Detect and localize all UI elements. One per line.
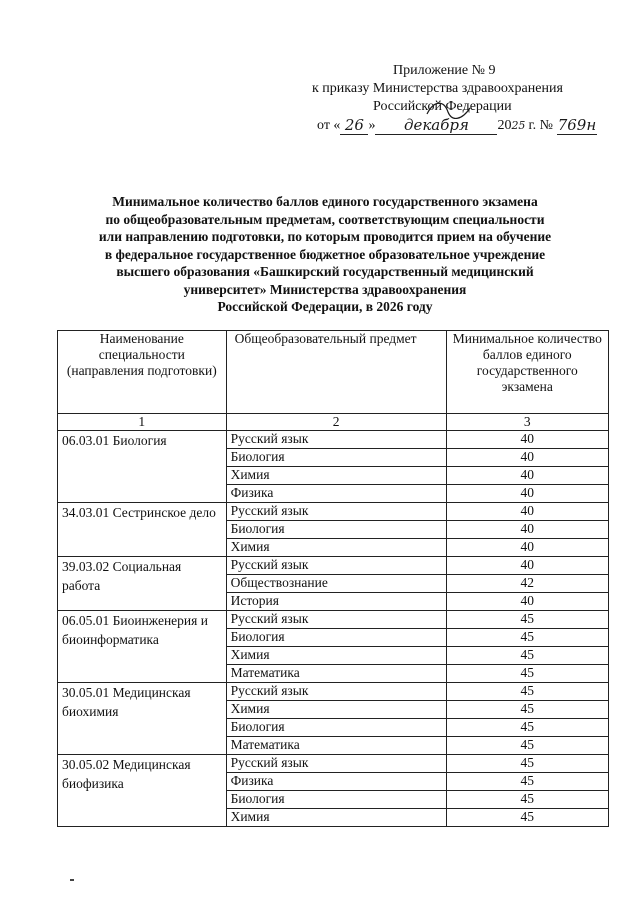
- subject-cell: Биология: [226, 629, 446, 647]
- subject-cell: Химия: [226, 701, 446, 719]
- table-header-row: [58, 331, 609, 414]
- table-body: [58, 431, 609, 827]
- specialty-cell: 06.03.01 Биология: [58, 431, 227, 503]
- subject-cell: Биология: [226, 449, 446, 467]
- subject-cell: Русский язык: [226, 755, 446, 773]
- column-number: 1: [58, 414, 227, 431]
- score-cell: 45: [446, 791, 608, 809]
- title-line: или направлению подготовки, по которым проводится прием на обучение: [98, 229, 552, 244]
- subject-cell: Математика: [226, 665, 446, 683]
- score-cell: 45: [446, 755, 608, 773]
- date-month-handwritten: декабря: [375, 116, 497, 135]
- score-cell: 40: [446, 503, 608, 521]
- document-title: [60, 193, 590, 316]
- subject-cell: Русский язык: [226, 683, 446, 701]
- appendix-federation: Российской Федерации: [373, 99, 512, 114]
- table-row: [58, 557, 609, 575]
- column-number: 3: [446, 414, 608, 431]
- specialty-cell: 30.05.02 Медицинская биофизика: [58, 755, 227, 827]
- score-cell: 45: [446, 773, 608, 791]
- score-cell: 45: [446, 629, 608, 647]
- score-cell: 40: [446, 593, 608, 611]
- column-number: 2: [226, 414, 446, 431]
- column-number-row: [58, 414, 609, 431]
- date-prefix: от «: [317, 118, 341, 133]
- min-scores-table: [57, 330, 609, 827]
- table-row: [58, 755, 609, 773]
- score-cell: 45: [446, 737, 608, 755]
- score-cell: 40: [446, 521, 608, 539]
- subject-cell: Физика: [226, 485, 446, 503]
- score-cell: 40: [446, 557, 608, 575]
- year-tail: г. №: [528, 118, 553, 133]
- subject-cell: Химия: [226, 809, 446, 827]
- subject-cell: Обществознание: [226, 575, 446, 593]
- date-quote-close: »: [368, 118, 376, 133]
- subject-cell: История: [226, 593, 446, 611]
- subject-cell: Химия: [226, 647, 446, 665]
- subject-cell: Русский язык: [226, 503, 446, 521]
- title-line: Российской Федерации, в 2026 году: [217, 299, 433, 314]
- title-line: в федеральное государственное бюджетное образовательное учреждение: [104, 246, 546, 262]
- subject-cell: Биология: [226, 791, 446, 809]
- score-cell: 45: [446, 701, 608, 719]
- table-row: [58, 503, 609, 521]
- score-cell: 42: [446, 575, 608, 593]
- score-cell: 45: [446, 647, 608, 665]
- header-subject: Общеобразовательный предмет: [226, 331, 446, 414]
- title-line: университет» Министерства здравоохранения: [183, 281, 467, 297]
- score-cell: 45: [446, 683, 608, 701]
- score-cell: 40: [446, 431, 608, 449]
- subject-cell: Химия: [226, 467, 446, 485]
- year-prefix: 20: [497, 118, 512, 133]
- title-line: Минимальное количество баллов единого государственного экзамена: [112, 194, 538, 209]
- subject-cell: Математика: [226, 737, 446, 755]
- appendix-number: Приложение № 9: [393, 63, 496, 78]
- specialty-cell: 06.05.01 Биоинженерия и биоинформатика: [58, 611, 227, 683]
- subject-cell: Русский язык: [226, 611, 446, 629]
- table-row: [58, 431, 609, 449]
- score-cell: 40: [446, 467, 608, 485]
- date-day-handwritten: 26: [340, 116, 368, 135]
- subject-cell: Химия: [226, 539, 446, 557]
- header-specialty: Наименование специальности (направления подготовки): [58, 331, 227, 414]
- specialty-cell: 30.05.01 Медицинская биохимия: [58, 683, 227, 755]
- score-cell: 40: [446, 449, 608, 467]
- title-line: высшего образования «Башкирский государственный медицинский: [116, 264, 534, 279]
- subject-cell: Биология: [226, 719, 446, 737]
- subject-cell: Русский язык: [226, 557, 446, 575]
- table-row: [58, 683, 609, 701]
- score-cell: 40: [446, 539, 608, 557]
- subject-cell: Русский язык: [226, 431, 446, 449]
- subject-cell: Биология: [226, 521, 446, 539]
- year-suffix-handwritten: 25: [511, 119, 526, 132]
- order-number-handwritten: 769н: [557, 116, 597, 134]
- specialty-cell: 39.03.02 Социальная работа: [58, 557, 227, 611]
- table-row: [58, 611, 609, 629]
- title-line: по общеобразовательным предметам, соответствующим специальности: [105, 211, 545, 227]
- subject-cell: Физика: [226, 773, 446, 791]
- appendix-order-ref: к приказу Министерства здравоохранения: [312, 81, 563, 96]
- score-cell: 40: [446, 485, 608, 503]
- scan-mark: [70, 879, 74, 881]
- score-cell: 45: [446, 719, 608, 737]
- header-min-score: Минимальное количество баллов единого государственного экзамена: [446, 331, 608, 414]
- specialty-cell: 34.03.01 Сестринское дело: [58, 503, 227, 557]
- score-cell: 45: [446, 665, 608, 683]
- score-cell: 45: [446, 611, 608, 629]
- signature-flourish-icon: [422, 96, 482, 126]
- score-cell: 45: [446, 809, 608, 827]
